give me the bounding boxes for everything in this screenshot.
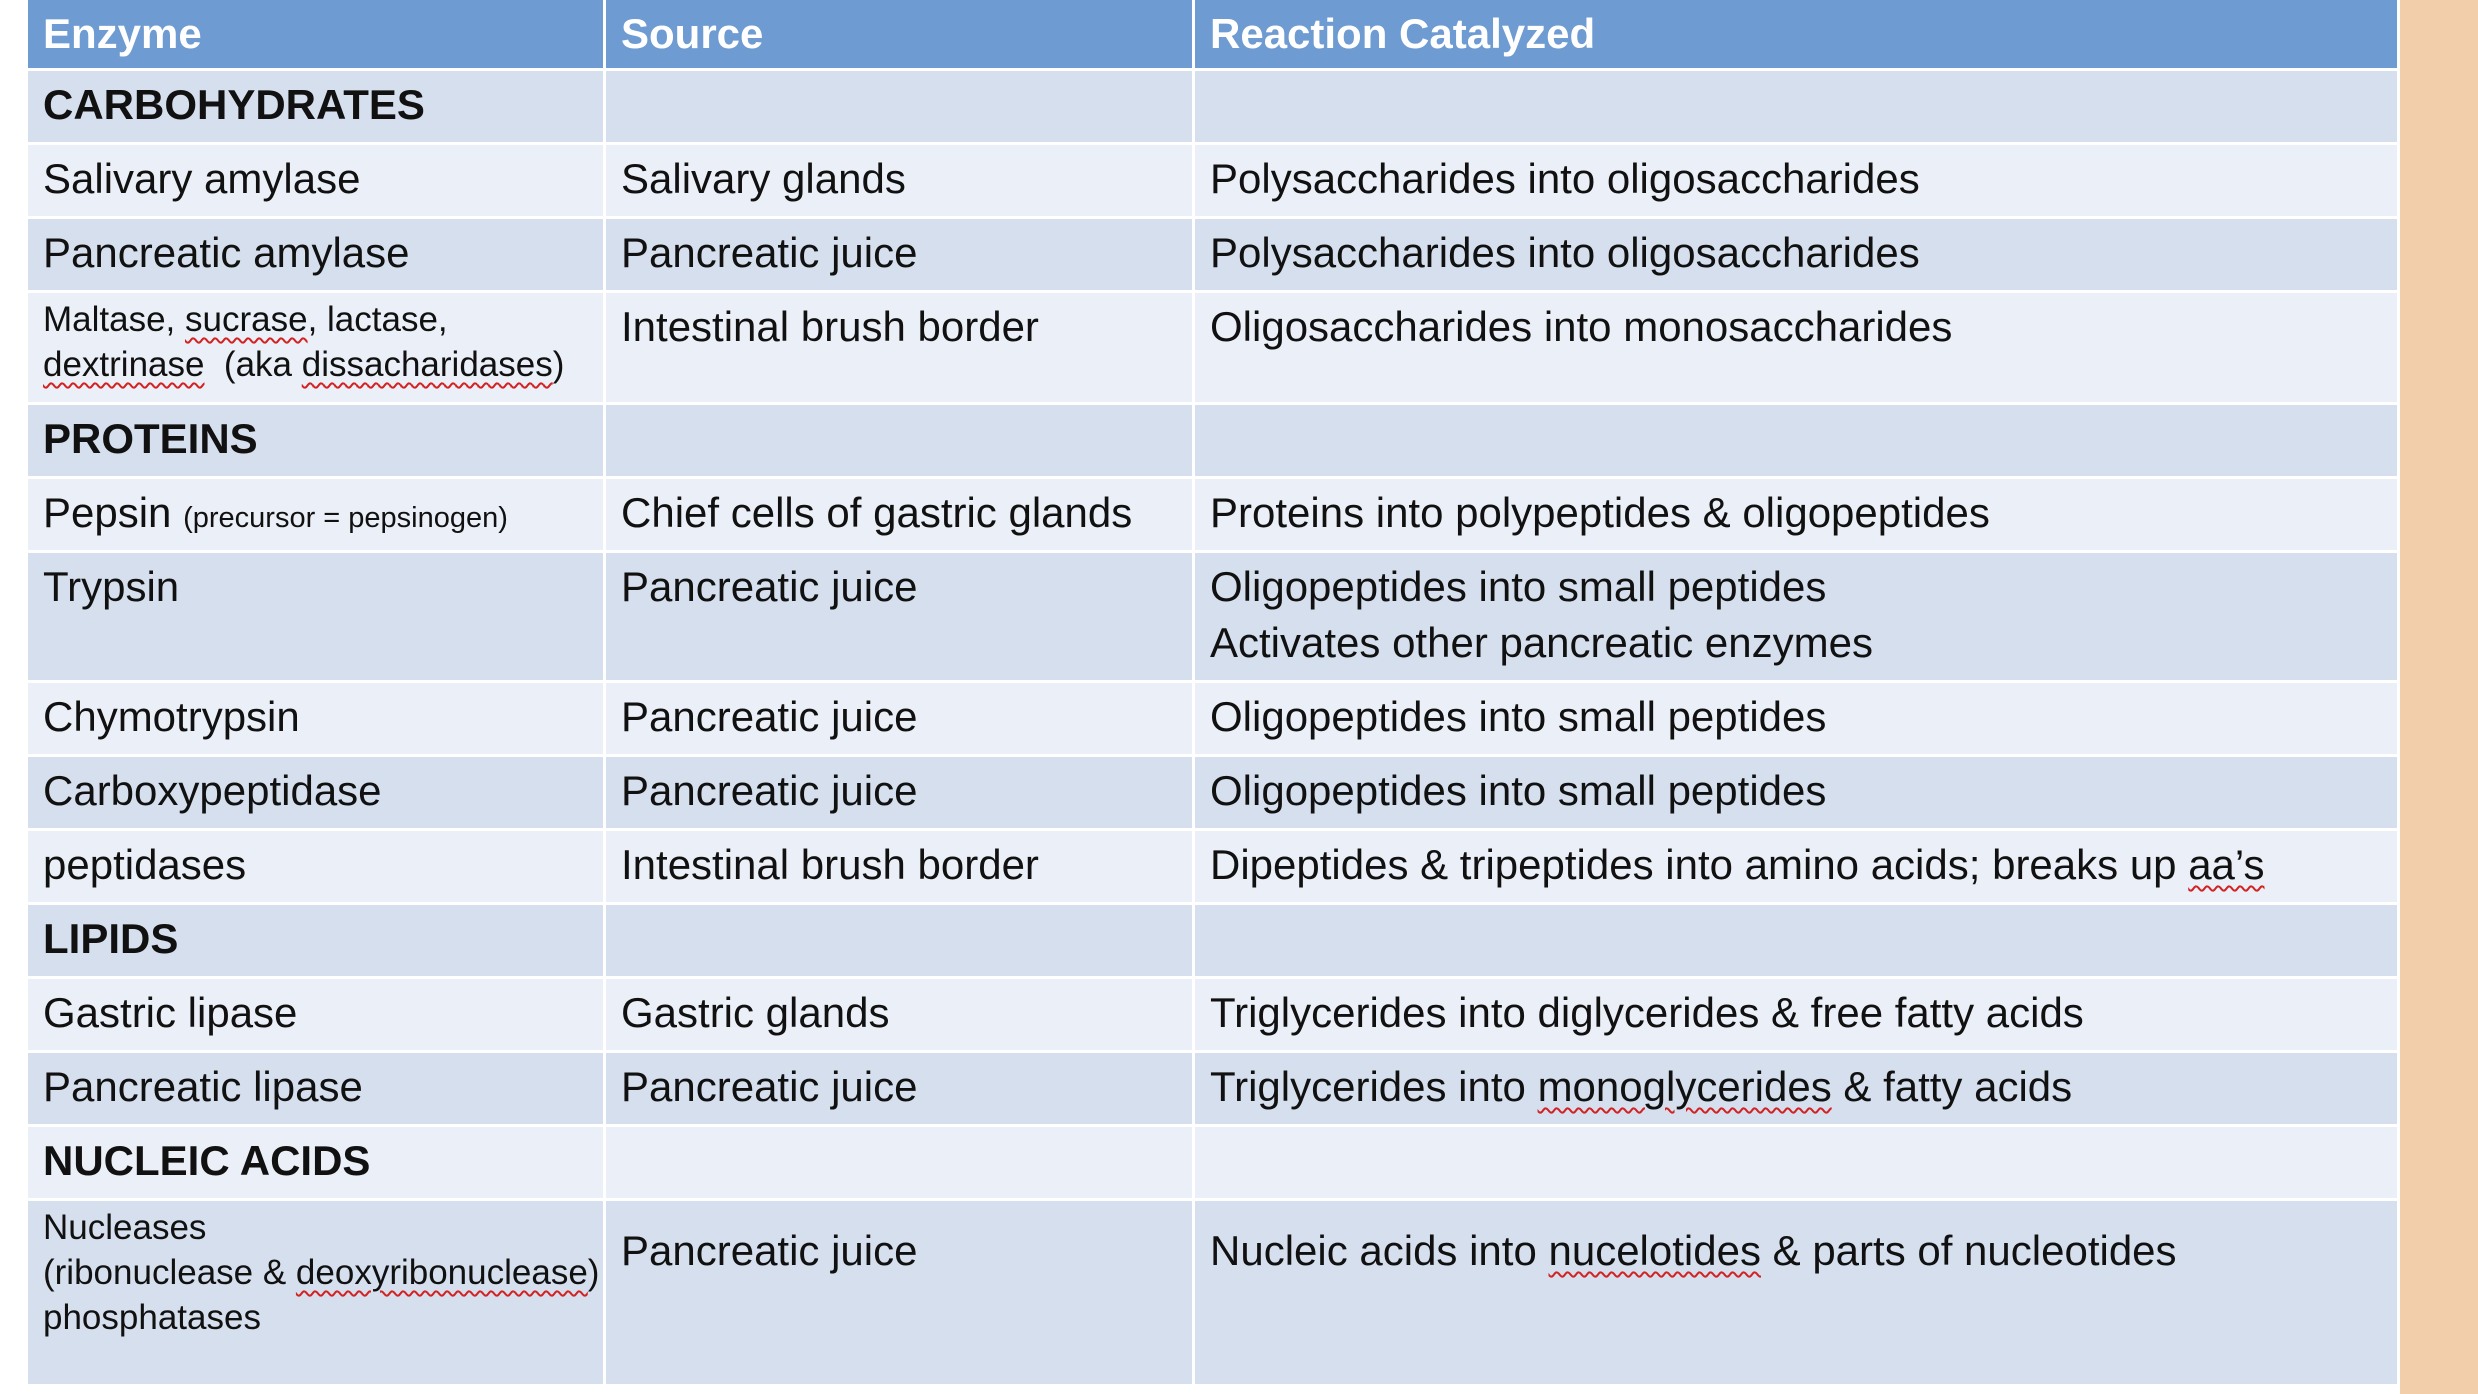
reaction-text: Triglycerides into <box>1210 1063 1538 1110</box>
spellcheck-word: dextrinase <box>43 345 205 384</box>
reaction-cell: Oligopeptides into small peptides <box>1194 682 2399 756</box>
header-reaction: Reaction Catalyzed <box>1194 0 2399 70</box>
category-label: CARBOHYDRATES <box>27 70 605 144</box>
enzyme-line-2 <box>43 1250 600 1295</box>
spellcheck-word: monoglycerides <box>1537 1063 1832 1110</box>
empty-cell <box>1194 404 2399 478</box>
empty-cell <box>1194 904 2399 978</box>
enzyme-cell: Pancreatic amylase <box>27 218 605 292</box>
reaction-cell: Oligopeptides into small peptides <box>1194 756 2399 830</box>
category-row-nucleic-acids <box>27 1126 2399 1200</box>
reaction-text: Nucleic acids into <box>1210 1227 1549 1274</box>
enzyme-cell <box>27 1200 605 1386</box>
reaction-text: Dipeptides & tripeptides into amino acids; breaks up <box>1210 841 2189 888</box>
enzyme-text: Maltase, <box>43 300 185 339</box>
reaction-cell: Polysaccharides into oligosaccharides <box>1194 144 2399 218</box>
spellcheck-word: aa’s <box>2188 841 2265 888</box>
enzyme-text: ) <box>552 345 565 384</box>
table-row-carboxypeptidase <box>27 756 2399 830</box>
category-label: NUCLEIC ACIDS <box>27 1126 605 1200</box>
reaction-text: & parts of nucleotides <box>1760 1227 2177 1274</box>
reaction-cell <box>1194 1200 2399 1386</box>
reaction-text: & fatty acids <box>1831 1063 2073 1110</box>
source-cell: Pancreatic juice <box>605 756 1194 830</box>
reaction-cell: Proteins into polypeptides & oligopeptides <box>1194 478 2399 552</box>
table-row-trypsin <box>27 552 2399 682</box>
reaction-line-1: Oligopeptides into small peptides <box>1210 563 1827 610</box>
enzyme-cell: Pancreatic lipase <box>27 1052 605 1126</box>
source-cell: Chief cells of gastric glands <box>605 478 1194 552</box>
table-row-pepsin <box>27 478 2399 552</box>
enzyme-text: Pepsin <box>43 489 184 536</box>
enzyme-cell: Carboxypeptidase <box>27 756 605 830</box>
enzyme-cell <box>27 478 605 552</box>
spellcheck-word: sucrase <box>185 300 308 339</box>
reaction-cell <box>1194 1052 2399 1126</box>
enzyme-text: (ribonuclease & <box>43 1253 296 1292</box>
source-cell: Gastric glands <box>605 978 1194 1052</box>
table-row-nucleases <box>27 1200 2399 1386</box>
table-row-pancreatic-amylase <box>27 218 2399 292</box>
spellcheck-word: nucelotides <box>1548 1227 1761 1274</box>
enzyme-line-2 <box>43 342 588 387</box>
enzyme-cell: Gastric lipase <box>27 978 605 1052</box>
reaction-cell <box>1194 552 2399 682</box>
table-row-pancreatic-lipase <box>27 1052 2399 1126</box>
enzyme-cell: peptidases <box>27 830 605 904</box>
enzyme-cell: Trypsin <box>27 552 605 682</box>
enzyme-text: ) <box>587 1253 600 1292</box>
empty-cell <box>605 1126 1194 1200</box>
header-enzyme: Enzyme <box>27 0 605 70</box>
table-container <box>25 0 2397 1387</box>
table-row-peptidases <box>27 830 2399 904</box>
category-label: LIPIDS <box>27 904 605 978</box>
category-row-lipids <box>27 904 2399 978</box>
reaction-cell: Polysaccharides into oligosaccharides <box>1194 218 2399 292</box>
source-cell: Intestinal brush border <box>605 830 1194 904</box>
source-cell: Pancreatic juice <box>605 1052 1194 1126</box>
category-row-carbohydrates <box>27 70 2399 144</box>
enzyme-cell: Salivary amylase <box>27 144 605 218</box>
empty-cell <box>605 70 1194 144</box>
reaction-cell: Oligosaccharides into monosaccharides <box>1194 292 2399 404</box>
source-cell: Pancreatic juice <box>605 218 1194 292</box>
header-row <box>27 0 2399 70</box>
source-cell: Pancreatic juice <box>605 1200 1194 1386</box>
empty-cell <box>605 904 1194 978</box>
table-row-salivary-amylase <box>27 144 2399 218</box>
spellcheck-word: deoxyribonuclease <box>295 1253 588 1292</box>
source-cell: Intestinal brush border <box>605 292 1194 404</box>
enzyme-table <box>25 0 2400 1387</box>
table-row-gastric-lipase <box>27 978 2399 1052</box>
category-row-proteins <box>27 404 2399 478</box>
table-row-disaccharidases <box>27 292 2399 404</box>
enzyme-cell <box>27 292 605 404</box>
enzyme-text: (aka <box>204 345 302 384</box>
reaction-cell <box>1194 830 2399 904</box>
enzyme-note: (precursor = pepsinogen) <box>183 502 508 534</box>
table-row-chymotrypsin <box>27 682 2399 756</box>
source-cell: Pancreatic juice <box>605 552 1194 682</box>
empty-cell <box>1194 1126 2399 1200</box>
enzyme-cell: Chymotrypsin <box>27 682 605 756</box>
enzyme-line-1 <box>43 297 588 342</box>
enzyme-text: , lactase, <box>307 300 448 339</box>
source-cell: Salivary glands <box>605 144 1194 218</box>
reaction-line-2: Activates other pancreatic enzymes <box>1210 619 1873 666</box>
empty-cell <box>1194 70 2399 144</box>
source-cell: Pancreatic juice <box>605 682 1194 756</box>
header-source: Source <box>605 0 1194 70</box>
spellcheck-word: dissacharidases <box>301 345 553 384</box>
category-label: PROTEINS <box>27 404 605 478</box>
enzyme-line-3: phosphatases <box>43 1298 261 1337</box>
enzyme-line-1: Nucleases <box>43 1208 207 1247</box>
empty-cell <box>605 404 1194 478</box>
reaction-cell: Triglycerides into diglycerides & free fatty acids <box>1194 978 2399 1052</box>
